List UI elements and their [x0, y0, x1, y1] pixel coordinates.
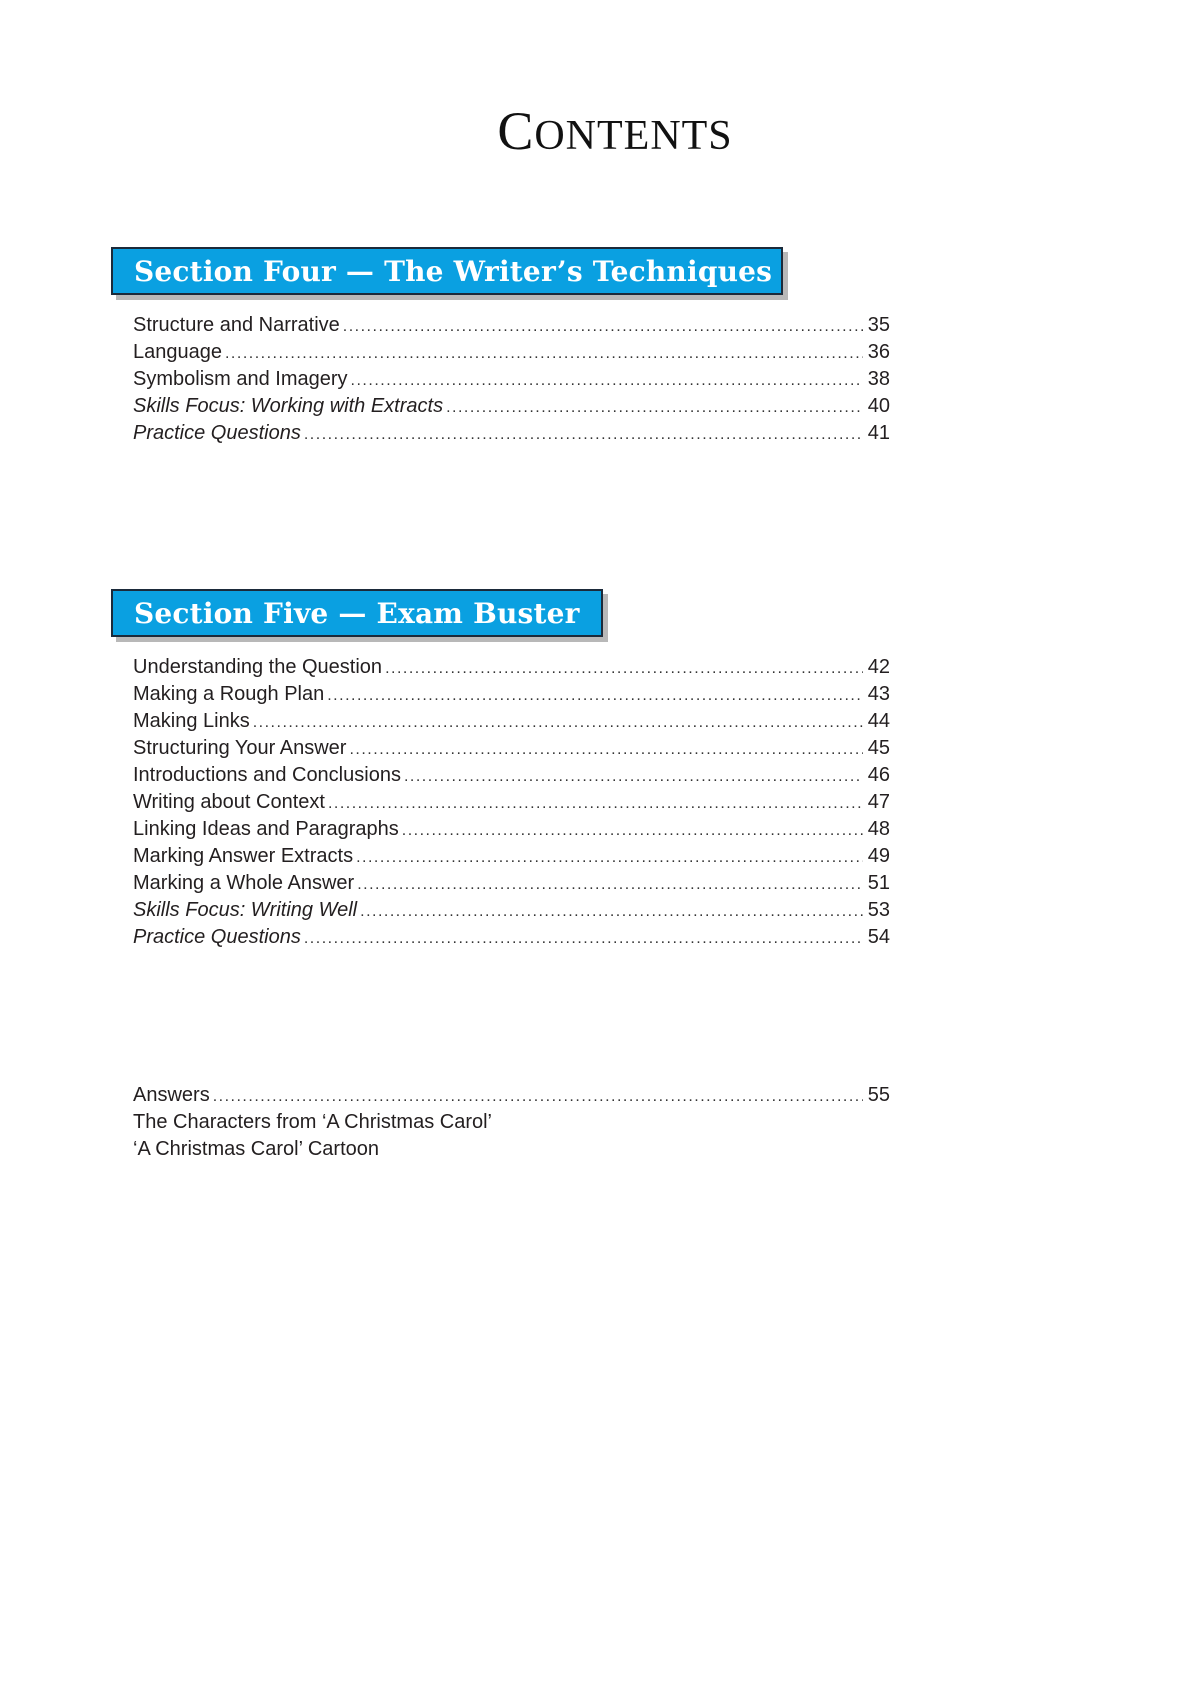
leader-dots [327, 687, 863, 705]
toc-page-number: 36 [867, 341, 890, 363]
toc-page-number: 44 [867, 710, 890, 732]
section-heading-text: Section Four — The Writer’s Techniques [134, 254, 773, 288]
toc-page-number: 35 [867, 314, 890, 336]
toc-entry[interactable] [133, 764, 890, 791]
toc-page-number: 45 [867, 737, 890, 759]
toc-entry-answers[interactable] [133, 1084, 890, 1111]
leader-dots [402, 822, 863, 840]
page-title-rest: ONTENTS [534, 113, 733, 159]
toc-entry[interactable] [133, 737, 890, 764]
toc-entry[interactable] [133, 818, 890, 845]
toc-entry-label: Skills Focus: Writing Well [133, 899, 358, 921]
leader-dots [404, 768, 863, 786]
leader-dots [343, 318, 863, 336]
section-heading-text: Section Five — Exam Buster [134, 596, 580, 630]
section-five-heading [111, 589, 603, 637]
toc-entry[interactable] [133, 845, 890, 872]
toc-entry[interactable] [133, 683, 890, 710]
page-title-initial: C [497, 101, 535, 161]
toc-entry-label: ‘A Christmas Carol’ Cartoon [133, 1138, 380, 1160]
leader-dots [446, 399, 863, 417]
leader-dots [225, 345, 863, 363]
toc-page-number: 54 [867, 926, 890, 948]
back-matter-toc [133, 1084, 890, 1165]
toc-page-number: 41 [867, 422, 890, 444]
toc-entry[interactable] [133, 368, 890, 395]
section-four-heading [111, 247, 783, 295]
toc-entry-cartoon[interactable] [133, 1138, 890, 1165]
section-four-toc [133, 314, 890, 449]
toc-entry-label: Structuring Your Answer [133, 737, 347, 759]
toc-entry-label: Marking Answer Extracts [133, 845, 354, 867]
leader-dots [349, 741, 863, 759]
leader-dots [360, 903, 863, 921]
toc-entry[interactable] [133, 872, 890, 899]
toc-entry-label: Symbolism and Imagery [133, 368, 348, 390]
leader-dots [253, 714, 863, 732]
toc-page-number: 42 [867, 656, 890, 678]
toc-entry-characters[interactable] [133, 1111, 890, 1138]
leader-dots [304, 426, 863, 444]
toc-page-number: 46 [867, 764, 890, 786]
toc-entry-label: Answers [133, 1084, 210, 1106]
toc-entry-label: Structure and Narrative [133, 314, 340, 336]
leader-dots [328, 795, 863, 813]
toc-page-number: 55 [867, 1084, 890, 1106]
toc-entry-label: Practice Questions [133, 926, 301, 948]
leader-dots [351, 372, 863, 390]
toc-entry-label: Linking Ideas and Paragraphs [133, 818, 399, 840]
toc-entry[interactable] [133, 710, 890, 737]
toc-entry-label: Language [133, 341, 222, 363]
toc-entry[interactable] [133, 395, 890, 422]
toc-page-number: 51 [867, 872, 890, 894]
toc-page-number: 49 [867, 845, 890, 867]
toc-entry-label: Introductions and Conclusions [133, 764, 401, 786]
toc-page-number: 48 [867, 818, 890, 840]
toc-page-number: 38 [867, 368, 890, 390]
leader-dots [385, 660, 863, 678]
toc-entry-label: Practice Questions [133, 422, 301, 444]
toc-entry[interactable] [133, 422, 890, 449]
toc-page-number: 43 [867, 683, 890, 705]
toc-page-number: 47 [867, 791, 890, 813]
toc-entry-label: Marking a Whole Answer [133, 872, 355, 894]
leader-dots [304, 930, 863, 948]
toc-entry-label: Understanding the Question [133, 656, 383, 678]
leader-dots [357, 876, 863, 894]
toc-entry[interactable] [133, 656, 890, 683]
toc-entry-label: Writing about Context [133, 791, 325, 813]
toc-entry[interactable] [133, 314, 890, 341]
toc-entry-label: Making Links [133, 710, 250, 732]
toc-entry[interactable] [133, 791, 890, 818]
leader-dots [213, 1088, 863, 1106]
toc-entry[interactable] [133, 926, 890, 953]
toc-page-number: 40 [867, 395, 890, 417]
section-five-toc [133, 656, 890, 953]
toc-entry-label: Skills Focus: Working with Extracts [133, 395, 444, 417]
toc-entry-label: Making a Rough Plan [133, 683, 325, 705]
toc-entry-label: The Characters from ‘A Christmas Carol’ [133, 1111, 492, 1133]
toc-page-number: 53 [867, 899, 890, 921]
page-title [0, 100, 1200, 162]
toc-entry[interactable] [133, 899, 890, 926]
leader-dots [356, 849, 863, 867]
toc-entry[interactable] [133, 341, 890, 368]
